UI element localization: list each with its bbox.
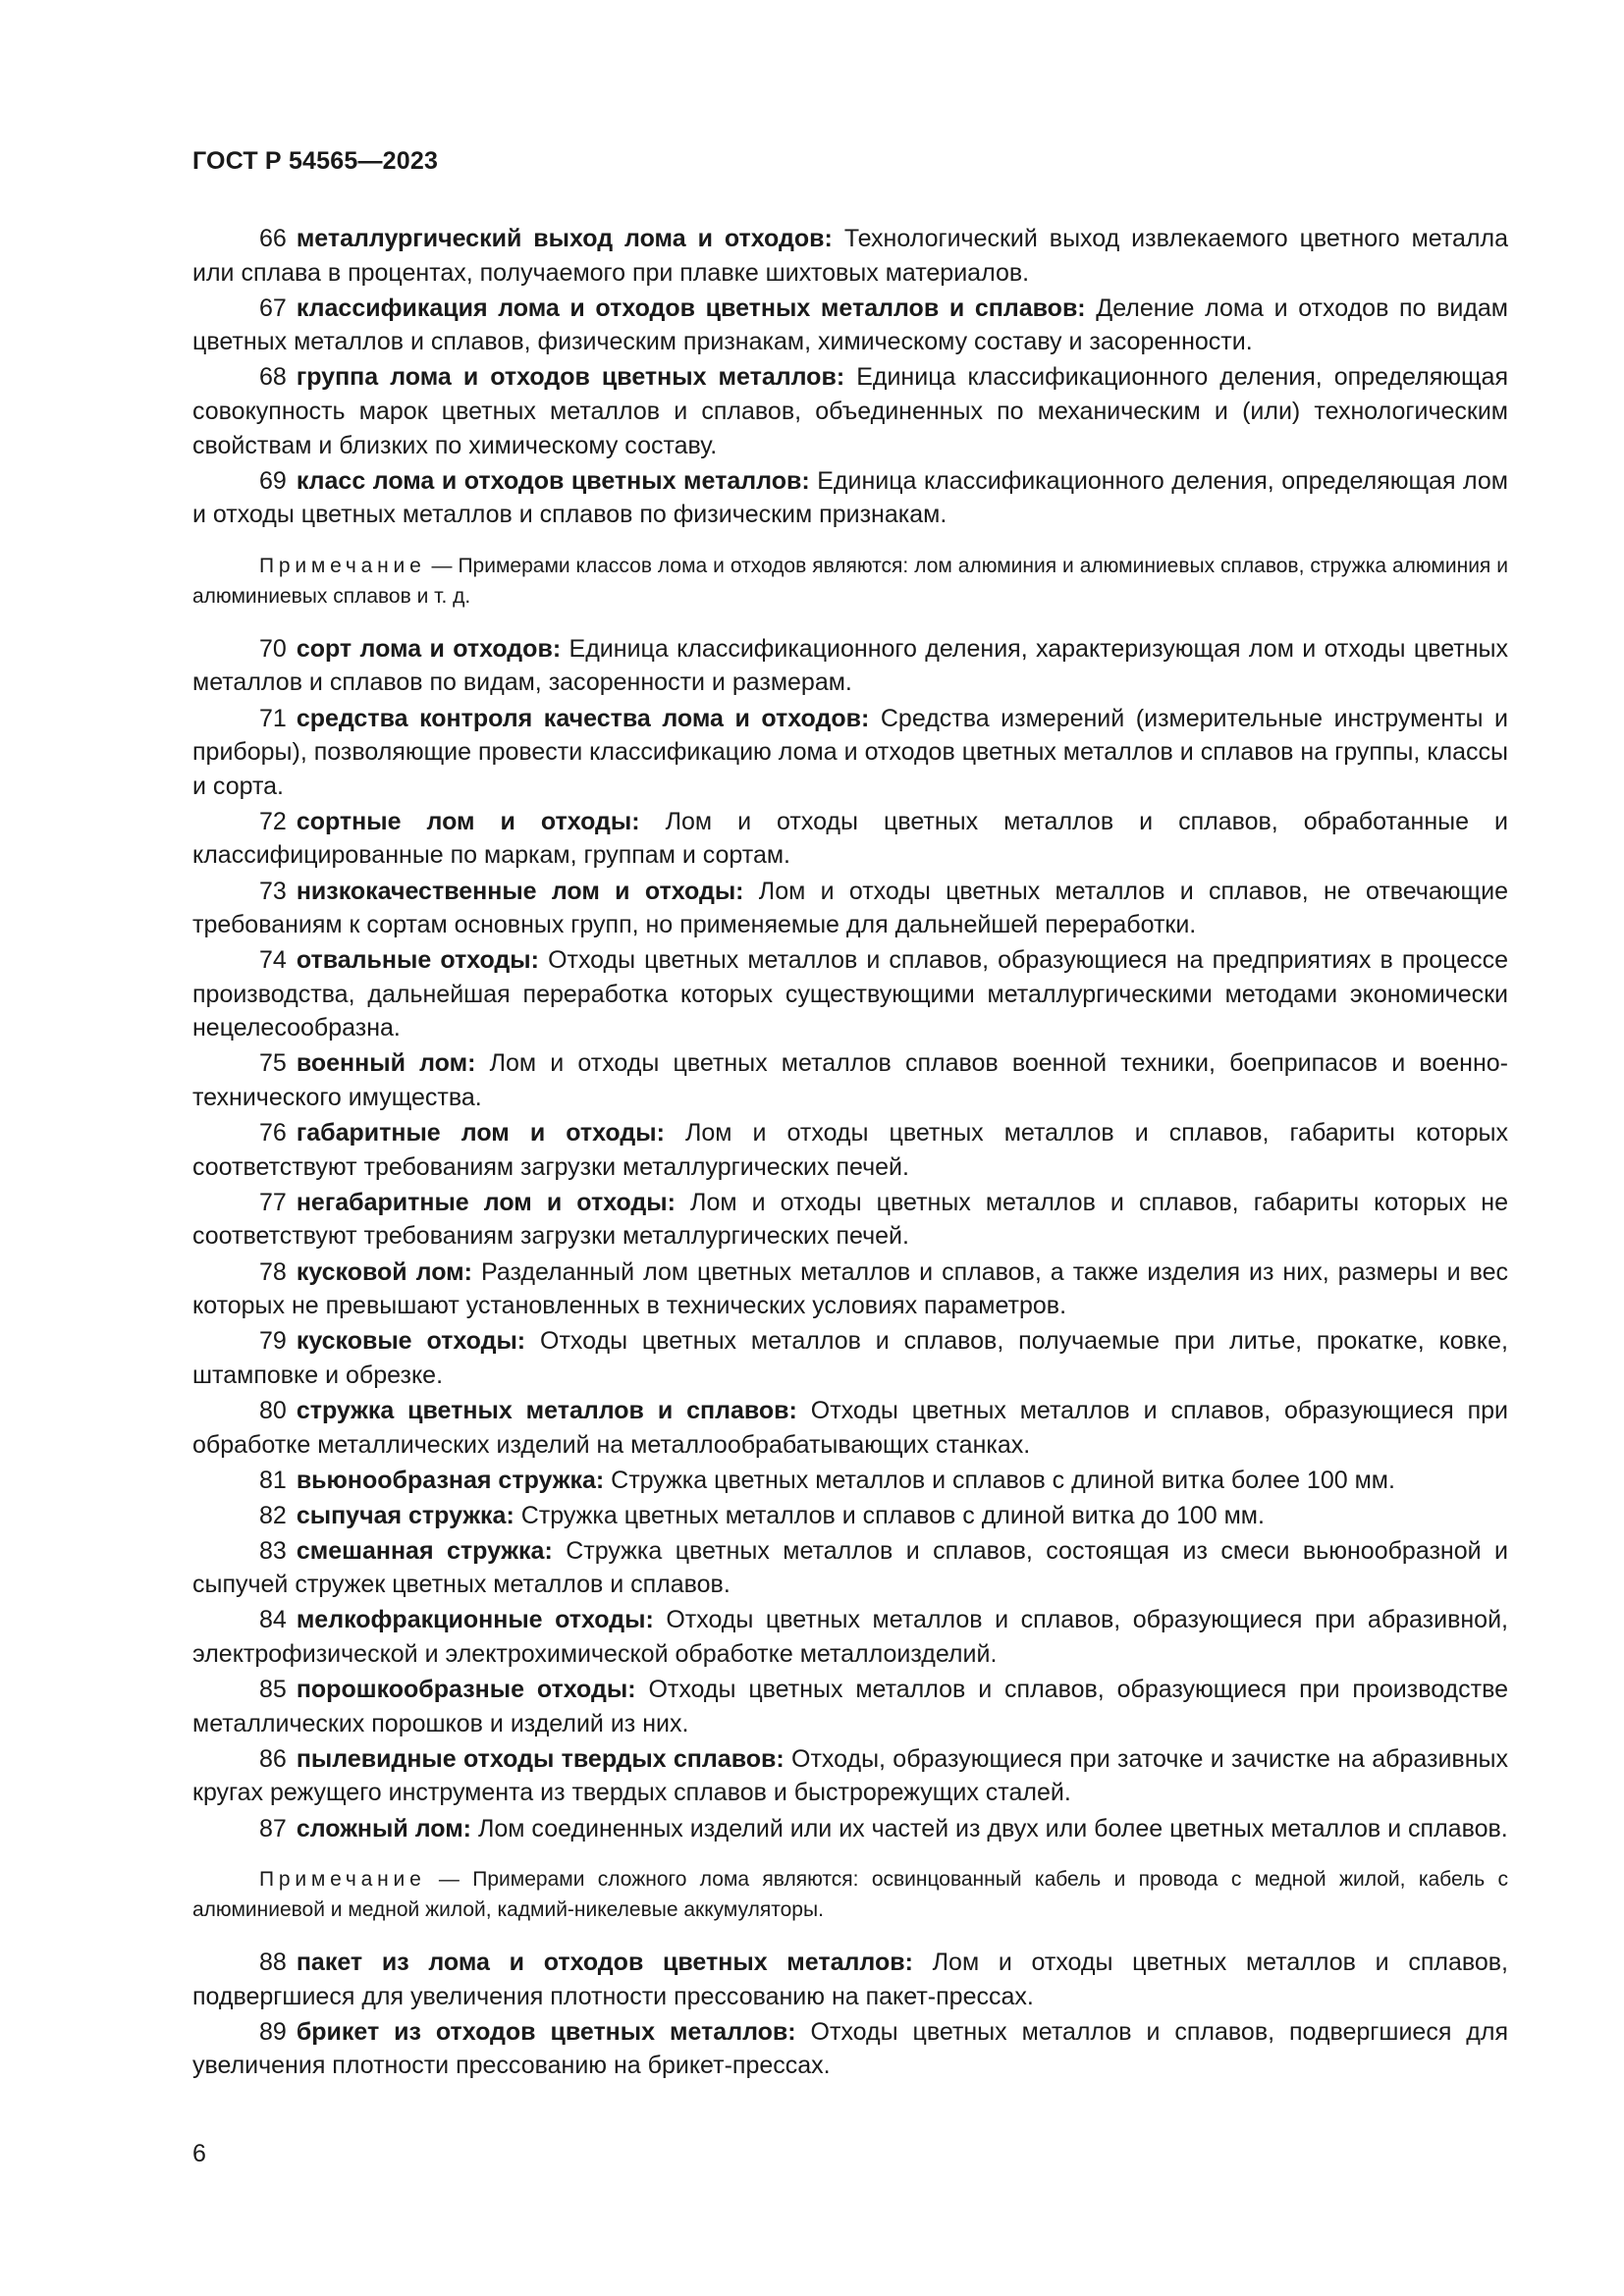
- terms-group-a: [192, 222, 1508, 532]
- term-number: 70: [259, 634, 287, 663]
- term-definition: Технологический выход извлекаемого цветного металла или сплава в процентах, получаемого при плавке шихтовых материалов.: [192, 225, 1508, 287]
- note: [192, 551, 1508, 612]
- term-entry: [192, 1812, 1508, 1846]
- term-title: классификация лома и отходов цветных металлов и сплавов:: [296, 294, 1086, 322]
- term-definition: Единица классификационного деления, характеризующая лом и отходы цветных металлов и сплавов по видам, засоренности и размерам.: [192, 634, 1508, 697]
- term-definition: Лом соединенных изделий или их частей из двух или более цветных металлов и сплавов.: [477, 1814, 1508, 1842]
- term-title: отвальные отходы:: [296, 946, 539, 975]
- term-entry: [192, 1464, 1508, 1498]
- term-entry: [192, 632, 1508, 700]
- term-definition: Лом и отходы цветных металлов и сплавов, не отвечающие требованиям к сортам основных групп, но применяемые для дальнейшей переработки.: [192, 877, 1508, 939]
- term-title: группа лома и отходов цветных металлов:: [296, 363, 845, 392]
- term-definition: Деление лома и отходов по видам цветных металлов и сплавов, физическим признакам, химическому составу и засоренности.: [192, 294, 1508, 356]
- term-definition: Отходы цветных металлов и сплавов, образующиеся при обработке металлических изделий на металлообрабатывающих станках.: [192, 1396, 1508, 1459]
- term-number: 69: [259, 466, 287, 495]
- term-number: 83: [259, 1536, 287, 1565]
- term-entry: [192, 222, 1508, 290]
- term-title: порошкообразные отходы:: [296, 1676, 636, 1704]
- term-entry: [192, 943, 1508, 1045]
- note-text: — Примерами сложного лома являются: освинцованный кабель и провода с медной жилой, кабель с алюминиевой и медной жилой, кадмий-никелевые аккумуляторы.: [192, 1868, 1508, 1922]
- term-entry: [192, 1046, 1508, 1114]
- term-number: 72: [259, 807, 287, 835]
- term-definition: Единица классификационного деления, определяющая совокупность марок цветных металлов и сплавов, объединенных по механическим и (или) технологическим свойствам и близких по химическому составу.: [192, 363, 1508, 459]
- term-entry: [192, 1255, 1508, 1323]
- term-number: 86: [259, 1744, 287, 1773]
- term-title: мелкофракционные отходы:: [296, 1606, 654, 1634]
- term-number: 80: [259, 1396, 287, 1424]
- term-definition: Отходы, образующиеся при заточке и зачистке на абразивных кругах режущего инструмента из твердых сплавов и быстрорежущих сталей.: [192, 1744, 1508, 1807]
- term-number: 77: [259, 1188, 287, 1216]
- term-number: 78: [259, 1257, 287, 1286]
- term-definition: Лом и отходы цветных металлов и сплавов, подвергшиеся для увеличения плотности прессованию на пакет-прессах.: [192, 1949, 1508, 2010]
- term-entry: [192, 360, 1508, 462]
- term-number: 84: [259, 1606, 287, 1634]
- term-number: 67: [259, 294, 287, 322]
- document-body: [192, 222, 1508, 2085]
- term-entry: [192, 292, 1508, 359]
- term-number: 76: [259, 1119, 287, 1148]
- term-number: 85: [259, 1676, 287, 1704]
- term-definition: Лом и отходы цветных металлов и сплавов, обработанные и классифицированные по маркам, группам и сортам.: [192, 807, 1508, 870]
- term-title: военный лом:: [296, 1049, 476, 1078]
- document-header: ГОСТ Р 54565—2023: [192, 147, 439, 175]
- term-entry: [192, 1324, 1508, 1392]
- term-entry: [192, 1499, 1508, 1533]
- terms-group-b: [192, 632, 1508, 1845]
- term-definition: Стружка цветных металлов и сплавов с длиной витка более 100 мм.: [611, 1466, 1395, 1494]
- term-definition: Разделанный лом цветных металлов и сплавов, а также изделия из них, размеры и вес которых не превышают установленных в технических условиях параметров.: [192, 1257, 1508, 1320]
- term-definition: Лом и отходы цветных металлов и сплавов, габариты которых не соответствуют требованиям загрузки металлургических печей.: [192, 1188, 1508, 1251]
- terms-group-c: [192, 1946, 1508, 2083]
- term-title: вьюнообразная стружка:: [296, 1466, 605, 1494]
- term-number: 87: [259, 1814, 287, 1842]
- term-definition: Отходы цветных металлов и сплавов, образующиеся при производстве металлических порошков и изделий из них.: [192, 1676, 1508, 1737]
- term-entry: [192, 464, 1508, 532]
- term-entry: [192, 1394, 1508, 1462]
- term-definition: Отходы цветных металлов и сплавов, образующиеся на предприятиях в процессе производства, дальнейшая переработка которых существующими металлургическими методами экономически нецелесообразна.: [192, 946, 1509, 1042]
- term-title: металлургический выход лома и отходов:: [296, 225, 833, 252]
- term-title: сложный лом:: [296, 1814, 472, 1842]
- term-entry: [192, 875, 1508, 942]
- term-definition: Стружка цветных металлов и сплавов с длиной витка до 100 мм.: [520, 1501, 1265, 1529]
- term-title: класс лома и отходов цветных металлов:: [296, 466, 810, 495]
- term-entry: [192, 1116, 1508, 1184]
- note: [192, 1864, 1508, 1925]
- term-number: 81: [259, 1466, 287, 1494]
- term-title: низкокачественные лом и отходы:: [296, 877, 744, 905]
- term-number: 89: [259, 2017, 287, 2046]
- note-label: Примечание: [259, 1868, 426, 1892]
- term-number: 66: [259, 225, 287, 252]
- term-title: пылевидные отходы твердых сплавов:: [296, 1744, 785, 1773]
- term-entry: [192, 2015, 1508, 2083]
- term-title: габаритные лом и отходы:: [296, 1119, 665, 1148]
- term-title: средства контроля качества лома и отходов:: [296, 704, 870, 732]
- note-label: Примечание: [259, 554, 426, 577]
- term-number: 79: [259, 1327, 287, 1356]
- term-number: 75: [259, 1049, 287, 1078]
- term-title: сыпучая стружка:: [296, 1501, 514, 1529]
- page-number: 6: [192, 2140, 206, 2167]
- term-definition: Стружка цветных металлов и сплавов, состоящая из смеси вьюнообразной и сыпучей стружек цветных металлов и сплавов.: [192, 1536, 1508, 1599]
- term-title: брикет из отходов цветных металлов:: [296, 2017, 796, 2046]
- note-text: — Примерами классов лома и отходов являются: лом алюминия и алюминиевых сплавов, стружка алюминия и алюминиевых сплавов и т. д.: [192, 554, 1508, 608]
- term-entry: [192, 1534, 1508, 1602]
- term-definition: Единица классификационного деления, определяющая лом и отходы цветных металлов и сплавов по физическим признакам.: [192, 466, 1508, 529]
- term-entry: [192, 1946, 1508, 2013]
- term-definition: Лом и отходы цветных металлов и сплавов, габариты которых соответствуют требованиям загрузки металлургических печей.: [192, 1119, 1508, 1181]
- term-entry: [192, 1673, 1508, 1740]
- term-title: негабаритные лом и отходы:: [296, 1188, 676, 1216]
- term-number: 82: [259, 1501, 287, 1529]
- term-entry: [192, 1603, 1508, 1671]
- term-title: кусковой лом:: [296, 1257, 472, 1286]
- term-definition: Лом и отходы цветных металлов сплавов военной техники, боеприпасов и военно-технического имущества.: [192, 1049, 1508, 1112]
- term-entry: [192, 1186, 1508, 1254]
- term-number: 71: [259, 704, 287, 732]
- term-title: сорт лома и отходов:: [296, 634, 562, 663]
- term-title: смешанная стружка:: [296, 1536, 553, 1565]
- term-entry: [192, 702, 1508, 804]
- term-definition: Отходы цветных металлов и сплавов, подвергшиеся для увеличения плотности прессованию на брикет-прессах.: [192, 2017, 1509, 2080]
- term-number: 68: [259, 363, 287, 392]
- term-definition: Средства измерений (измерительные инструменты и приборы), позволяющие провести классификацию лома и отходов цветных металлов и сплавов на группы, классы и сорта.: [192, 704, 1508, 800]
- term-number: 74: [259, 946, 287, 975]
- term-title: кусковые отходы:: [296, 1327, 526, 1356]
- term-entry: [192, 805, 1508, 873]
- term-title: стружка цветных металлов и сплавов:: [296, 1396, 797, 1424]
- term-entry: [192, 1742, 1508, 1810]
- term-title: сортные лом и отходы:: [296, 807, 640, 835]
- term-title: пакет из лома и отходов цветных металлов:: [296, 1949, 913, 1977]
- term-number: 88: [259, 1949, 287, 1977]
- term-definition: Отходы цветных металлов и сплавов, образующиеся при абразивной, электрофизической и электрохимической обработке металлоизделий.: [192, 1606, 1508, 1669]
- term-number: 73: [259, 877, 287, 905]
- term-definition: Отходы цветных металлов и сплавов, получаемые при литье, прокатке, ковке, штамповке и обрезке.: [192, 1327, 1508, 1389]
